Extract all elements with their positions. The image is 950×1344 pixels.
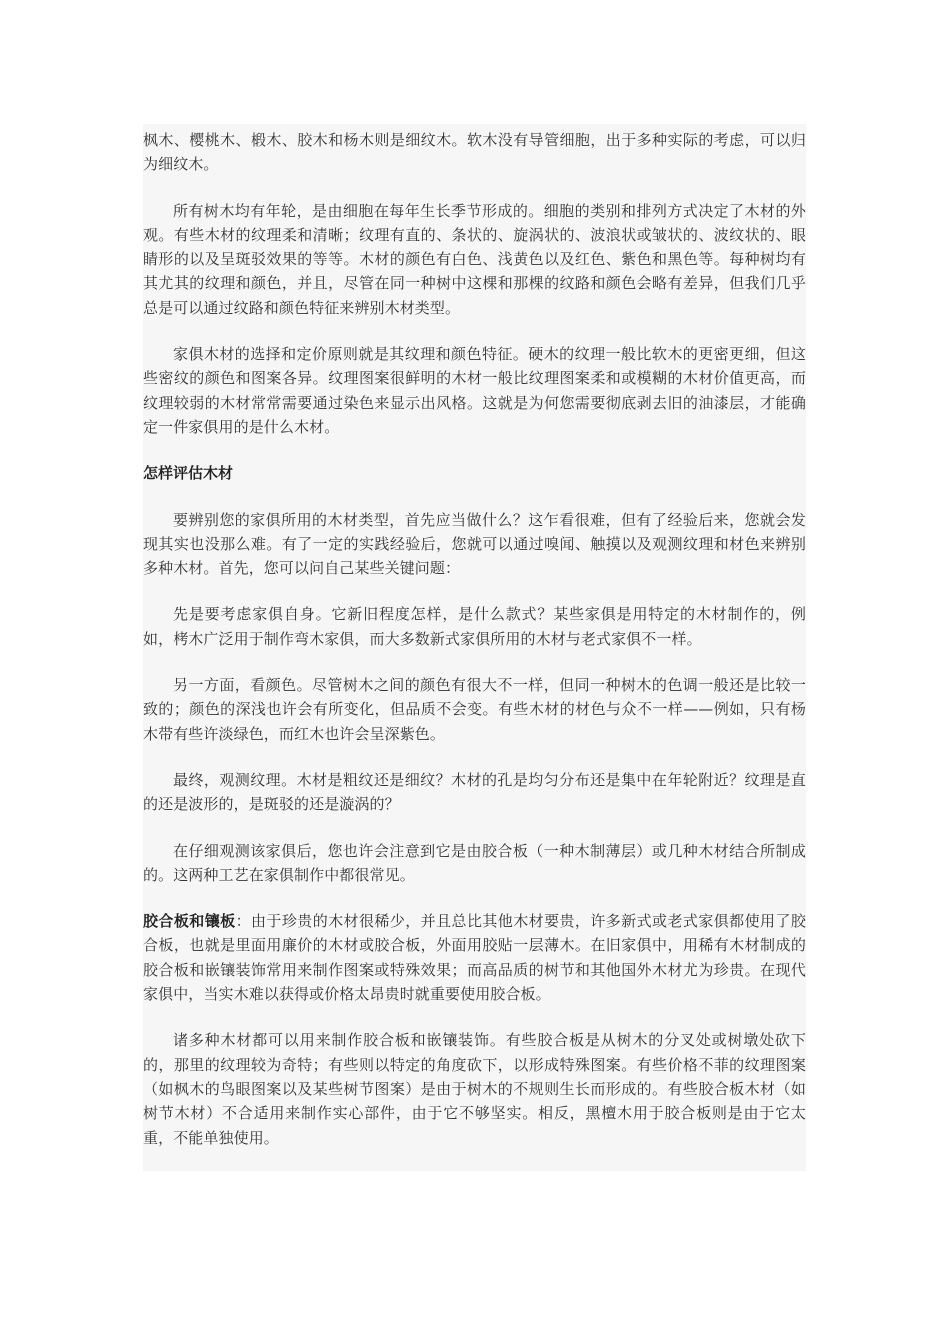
paragraph-fine-grain-woods: 枫木、樱桃木、椴木、胶木和杨木则是细纹木。软木没有导管细胞，出于多种实际的考虑，可以归为细纹木。 bbox=[143, 131, 806, 174]
paragraph-veneer-notice: 在仔细观测该家俱后，您也许会注意到它是由胶合板（一种木制薄层）或几种木材结合所制成的。这两种工艺在家俱制作中都很常见。 bbox=[143, 841, 806, 884]
paragraph-veneer-inlay bbox=[143, 909, 806, 1006]
paragraph-veneer-inlay-text: ：由于珍贵的木材很稀少，并且总比其他木材要贵，许多新式或老式家俱都使用了胶合板，也就是里面用廉价的木材或胶合板，外面用胶贴一层薄木。在旧家俱中，用稀有木材制成的胶合板和嵌镶装饰常用来制作图案或特殊效果；而高品质的树节和其他国外木材尤为珍贵。在现代家俱中，当实木难以获得或价格太昂贵时就重要使用胶合板。 bbox=[143, 912, 806, 1004]
paragraph-selection-pricing: 家俱木材的选择和定价原则就是其纹理和颜色特征。硬木的纹理一般比软木的更密更细，但这些密纹的颜色和图案各异。纹理图案很鲜明的木材一般比纹理图案柔和或模糊的木材价值更高，而纹理较弱的木材常常需要通过染色来显示出风格。这就是为何您需要彻底剥去旧的油漆层，才能确定一件家俱用的是什么木材。 bbox=[143, 345, 806, 436]
term-veneer-inlay: 胶合板和镶板 bbox=[143, 912, 236, 931]
document-body bbox=[143, 124, 806, 1171]
paragraph-look-at-color: 另一方面，看颜色。尽管树木之间的颜色有很大不一样，但同一种树木的色调一般还是比较一致的；颜色的深浅也许会有所变化，但品质不会变。有些木材的材色与众不一样——例如，只有杨木带有些许淡绿色，而红木也许会呈深紫色。 bbox=[143, 676, 806, 743]
paragraph-observe-grain: 最终，观测纹理。木材是粗纹还是细纹？木材的孔是均匀分布还是集中在年轮附近？纹理是直的还是波形的，是斑驳的还是漩涡的？ bbox=[143, 770, 806, 814]
paragraph-veneer-woods: 诸多种木材都可以用来制作胶合板和嵌镶装饰。有些胶合板是从树木的分叉处或树墩处砍下的，那里的纹理较为奇特；有些则以特定的角度砍下，以形成特殊图案。有些价格不菲的纹理图案（如枫木的鸟眼图案以及某些树节图案）是由于树木的不规则生长而形成的。有些胶合板木材（如树节木材）不合适用来制作实心部件，由于它不够坚实。相反，黑檀木用于胶合板则是由于它太重，不能单独使用。 bbox=[143, 1031, 806, 1147]
paragraph-identify-wood-type: 要辨别您的家俱所用的木材类型，首先应当做什么？这乍看很难，但有了经验后来，您就会发现其实也没那么难。有了一定的实践经验后，您就可以通过嗅闻、触摸以及观测纹理和材色来辨别多种木材。首先，您可以问自己某些关键问题： bbox=[143, 510, 806, 578]
paragraph-growth-rings: 所有树木均有年轮，是由细胞在每年生长季节形成的。细胞的类别和排列方式决定了木材的外观。有些木材的纹理柔和清晰；纹理有直的、条状的、旋涡状的、波浪状或皱状的、波纹状的、眼睛形的以及呈斑驳效果的等等。木材的颜色有白色、浅黄色以及红色、紫色和黑色等。每种树均有其尤其的纹理和颜色，并且，尽管在同一种树中这棵和那棵的纹路和颜色会略有差异，但我们几乎总是可以通过纹路和颜色特征来辨别木材类型。 bbox=[143, 201, 806, 317]
section-heading-evaluate-wood: 怎样评估木材 bbox=[143, 464, 234, 483]
paragraph-consider-furniture: 先是要考虑家俱自身。它新旧程度怎样，是什么款式？某些家俱是用特定的木材制作的，例如，栲木广泛用于制作弯木家俱，而大多数新式家俱所用的木材与老式家俱不一样。 bbox=[143, 605, 806, 648]
